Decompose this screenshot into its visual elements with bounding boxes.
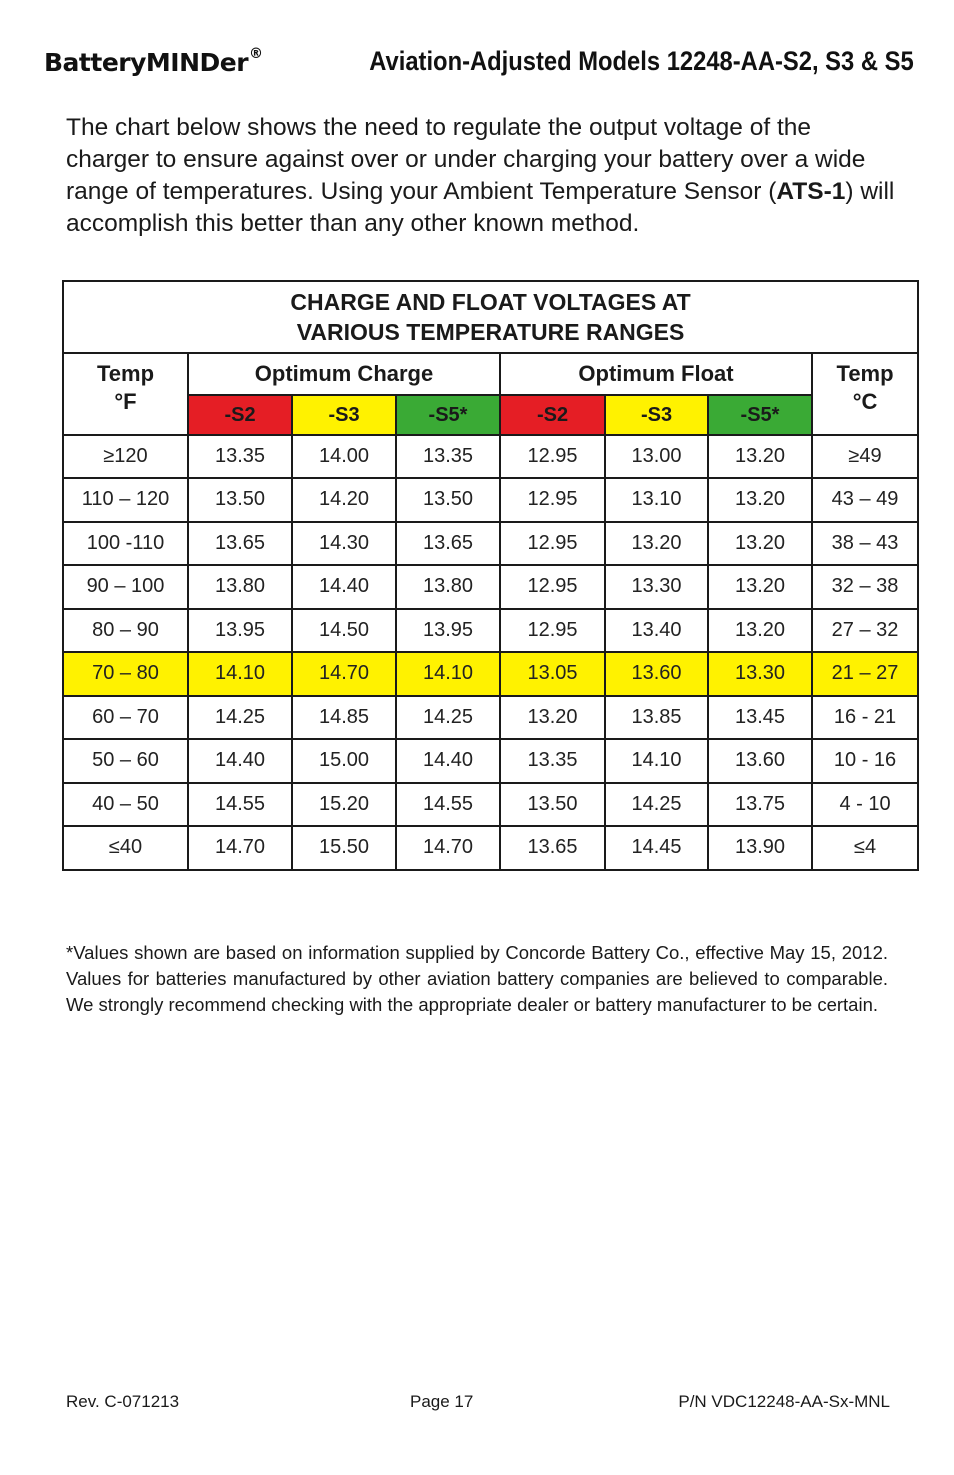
- cell-charge-s2: 13.50: [188, 478, 292, 522]
- cell-float-s5: 13.20: [708, 565, 812, 609]
- cell-temp-c: ≥49: [812, 435, 918, 478]
- cell-float-s3: 13.85: [605, 696, 708, 740]
- cell-charge-s3: 14.50: [292, 609, 396, 653]
- cell-float-s5: 13.45: [708, 696, 812, 740]
- cell-float-s2: 12.95: [500, 435, 605, 478]
- cell-float-s5: 13.90: [708, 826, 812, 870]
- cell-charge-s5: 14.70: [396, 826, 500, 870]
- cell-charge-s5: 13.65: [396, 522, 500, 566]
- cell-charge-s2: 14.55: [188, 783, 292, 827]
- cell-charge-s2: 14.40: [188, 739, 292, 783]
- cell-charge-s5: 13.50: [396, 478, 500, 522]
- cell-temp-f: 80 – 90: [63, 609, 188, 653]
- page-title: Aviation-Adjusted Models 12248-AA-S2, S3 & S5: [369, 46, 914, 76]
- cell-float-s2: 13.35: [500, 739, 605, 783]
- cell-float-s2: 12.95: [500, 478, 605, 522]
- charge-s5-header: -S5*: [396, 395, 500, 435]
- cell-temp-f: 50 – 60: [63, 739, 188, 783]
- cell-float-s3: 13.60: [605, 652, 708, 696]
- cell-temp-f: 100 -110: [63, 522, 188, 566]
- cell-float-s3: 14.45: [605, 826, 708, 870]
- cell-temp-c: 10 - 16: [812, 739, 918, 783]
- cell-temp-f: 90 – 100: [63, 565, 188, 609]
- cell-charge-s5: 14.10: [396, 652, 500, 696]
- cell-temp-c: 32 – 38: [812, 565, 918, 609]
- cell-temp-c: 16 - 21: [812, 696, 918, 740]
- float-s3-header: -S3: [605, 395, 708, 435]
- cell-temp-c: 27 – 32: [812, 609, 918, 653]
- table-row: [63, 652, 918, 696]
- float-s2-header: -S2: [500, 395, 605, 435]
- table-row: [63, 783, 918, 827]
- cell-charge-s3: 14.00: [292, 435, 396, 478]
- footnote: *Values shown are based on information supplied by Concorde Battery Co., effective May 15, 2012. Values for batteries manufactured by other aviation battery companies are believed to comparable. We strongly recommend checking with the appropriate dealer or battery manufacturer to be certain.: [66, 942, 888, 1015]
- cell-float-s2: 13.65: [500, 826, 605, 870]
- cell-charge-s5: 13.95: [396, 609, 500, 653]
- optimum-charge-header: Optimum Charge: [188, 353, 500, 395]
- cell-float-s2: 13.05: [500, 652, 605, 696]
- table-row: [63, 435, 918, 478]
- cell-temp-f: 60 – 70: [63, 696, 188, 740]
- cell-charge-s2: 14.25: [188, 696, 292, 740]
- cell-charge-s3: 15.00: [292, 739, 396, 783]
- table-row: [63, 609, 918, 653]
- table-row: [63, 696, 918, 740]
- table-title: CHARGE AND FLOAT VOLTAGES AT VARIOUS TEMPERATURE RANGES: [63, 281, 918, 353]
- table-row: [63, 565, 918, 609]
- table-row: [63, 739, 918, 783]
- cell-float-s3: 14.10: [605, 739, 708, 783]
- cell-charge-s3: 14.70: [292, 652, 396, 696]
- cell-float-s3: 13.00: [605, 435, 708, 478]
- cell-charge-s5: 13.80: [396, 565, 500, 609]
- page-header: [44, 42, 914, 82]
- cell-float-s3: 13.20: [605, 522, 708, 566]
- float-s5-header: -S5*: [708, 395, 812, 435]
- cell-float-s5: 13.20: [708, 609, 812, 653]
- ats-1-label: ATS-1: [776, 178, 846, 205]
- cell-float-s3: 13.10: [605, 478, 708, 522]
- table-row: [63, 478, 918, 522]
- charge-s2-header: -S2: [188, 395, 292, 435]
- cell-float-s5: 13.20: [708, 478, 812, 522]
- intro-paragraph: The chart below shows the need to regulate the output voltage of the charger to ensure against over or under charging your battery over a wide range of temperatures. Using your Ambient Temperature Sensor (ATS-1) will accomplish this better than any other known method.: [66, 114, 895, 237]
- cell-charge-s2: 13.80: [188, 565, 292, 609]
- cell-temp-c: 38 – 43: [812, 522, 918, 566]
- cell-charge-s3: 14.85: [292, 696, 396, 740]
- cell-float-s2: 13.50: [500, 783, 605, 827]
- cell-float-s5: 13.60: [708, 739, 812, 783]
- cell-temp-f: ≤40: [63, 826, 188, 870]
- cell-charge-s3: 15.20: [292, 783, 396, 827]
- cell-float-s2: 12.95: [500, 565, 605, 609]
- cell-temp-f: ≥120: [63, 435, 188, 478]
- cell-float-s2: 12.95: [500, 609, 605, 653]
- table-row: [63, 522, 918, 566]
- cell-charge-s2: 13.65: [188, 522, 292, 566]
- cell-charge-s3: 14.20: [292, 478, 396, 522]
- table-row: [63, 826, 918, 870]
- cell-charge-s2: 13.95: [188, 609, 292, 653]
- revision-label: Rev. C-071213: [66, 1392, 180, 1411]
- cell-charge-s3: 14.40: [292, 565, 396, 609]
- cell-charge-s5: 14.40: [396, 739, 500, 783]
- cell-charge-s5: 13.35: [396, 435, 500, 478]
- part-number: P/N VDC12248-AA-Sx-MNL: [678, 1392, 890, 1411]
- cell-float-s3: 13.30: [605, 565, 708, 609]
- temp-f-header: Temp °F: [63, 353, 188, 435]
- cell-charge-s5: 14.25: [396, 696, 500, 740]
- cell-temp-f: 70 – 80: [63, 652, 188, 696]
- cell-charge-s3: 14.30: [292, 522, 396, 566]
- temp-c-header: Temp °C: [812, 353, 918, 435]
- cell-charge-s2: 14.70: [188, 826, 292, 870]
- cell-temp-c: 4 - 10: [812, 783, 918, 827]
- cell-charge-s2: 13.35: [188, 435, 292, 478]
- charge-s3-header: -S3: [292, 395, 396, 435]
- cell-float-s5: 13.20: [708, 435, 812, 478]
- cell-charge-s3: 15.50: [292, 826, 396, 870]
- cell-float-s5: 13.75: [708, 783, 812, 827]
- cell-float-s2: 13.20: [500, 696, 605, 740]
- cell-float-s5: 13.30: [708, 652, 812, 696]
- cell-float-s3: 13.40: [605, 609, 708, 653]
- cell-temp-c: ≤4: [812, 826, 918, 870]
- cell-float-s5: 13.20: [708, 522, 812, 566]
- cell-temp-c: 21 – 27: [812, 652, 918, 696]
- cell-temp-f: 40 – 50: [63, 783, 188, 827]
- cell-charge-s5: 14.55: [396, 783, 500, 827]
- cell-charge-s2: 14.10: [188, 652, 292, 696]
- cell-temp-c: 43 – 49: [812, 478, 918, 522]
- voltage-table: [62, 280, 919, 871]
- brand-logo: BatteryMINDer®: [44, 46, 263, 77]
- cell-temp-f: 110 – 120: [63, 478, 188, 522]
- cell-float-s2: 12.95: [500, 522, 605, 566]
- optimum-float-header: Optimum Float: [500, 353, 812, 395]
- cell-float-s3: 14.25: [605, 783, 708, 827]
- page-number: Page 17: [410, 1392, 474, 1411]
